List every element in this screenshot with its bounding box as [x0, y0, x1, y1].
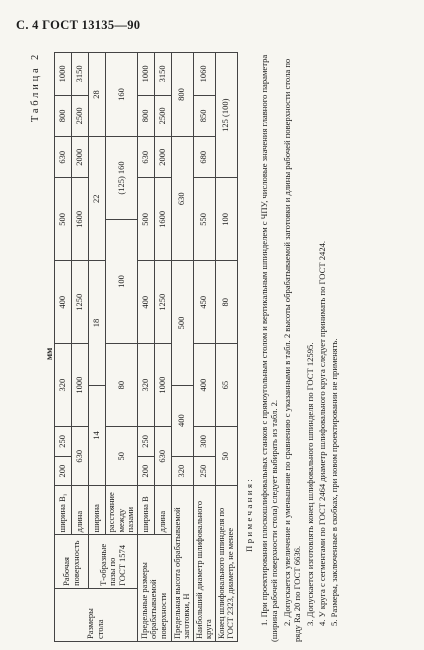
table-cell: 450 — [193, 261, 215, 344]
table-cell: 250 — [55, 427, 72, 457]
table-cell: 630 — [154, 427, 171, 486]
table-cell: 2000 — [154, 137, 171, 178]
row-label-working-surface: Рабочая поверхность — [55, 535, 89, 589]
table-cell: 1250 — [72, 261, 89, 344]
row-label-max-height: Предельная высота обрабатываемой заготовки, H — [171, 486, 193, 642]
row-label-t-slots: Т-образные пазы по ГОСТ 1574 — [89, 535, 138, 589]
table-cell: 250 — [137, 427, 154, 457]
table-cell: 50 — [215, 427, 237, 486]
table-row-slot-width — [89, 53, 106, 642]
table-cell: 800 — [171, 53, 193, 137]
table-cell: 680 — [193, 137, 215, 178]
table-cell: 200 — [137, 456, 154, 486]
table-cell: 400 — [55, 261, 72, 344]
row-label-length: длина — [72, 486, 89, 535]
row-label-table-size: Размеры стола — [55, 588, 138, 641]
table-cell: 400 — [171, 385, 193, 456]
parameters-table — [54, 52, 238, 642]
table-cell: 14 — [89, 385, 106, 486]
table-cell: 250 — [193, 456, 215, 486]
table-cell: 3150 — [154, 53, 171, 96]
table-cell: 300 — [193, 427, 215, 457]
note-item: 5. Размеры, заключенные в скобках, при новом проектировании не применять. — [329, 338, 340, 626]
row-label-slot-distance: расстояние между пазами — [106, 486, 138, 535]
table-cell: 800 — [137, 95, 154, 136]
row-label-max-diameter: Наибольший диаметр шлифовального круга — [193, 486, 215, 642]
table-cell: 100 — [106, 219, 138, 343]
row-label-slot-width: ширина — [89, 486, 106, 535]
table-cell: 1600 — [72, 178, 89, 261]
table-cell: 80 — [215, 261, 237, 344]
table-cell: 28 — [89, 53, 106, 137]
table-cell: 1000 — [137, 53, 154, 96]
row-label-length2: длина — [154, 486, 171, 535]
note-item: 4. У круга с сегментами по ГОСТ 2464 диаметр шлифовального круга следует принимать по ГОСТ 2424. — [316, 240, 327, 626]
table-cell: 630 — [55, 137, 72, 178]
table-cell: 320 — [171, 456, 193, 486]
table-cell: 100 — [215, 178, 237, 261]
table-cell: 2500 — [154, 95, 171, 136]
table-cell: 18 — [89, 261, 106, 385]
table-cell: 80 — [106, 344, 138, 427]
table-cell: 200 — [55, 456, 72, 486]
table-cell: 800 — [55, 95, 72, 136]
table-row-spindle — [215, 53, 237, 642]
table-cell: 630 — [137, 137, 154, 178]
table-cell: 400 — [193, 344, 215, 427]
table-cell: 22 — [89, 137, 106, 261]
table-cell: 50 — [106, 427, 138, 486]
row-label-spindle-end: Конец шлифовального шпинделя по ГОСТ 2323, диаметр, не менее — [215, 486, 237, 642]
rotated-page-content — [30, 52, 402, 642]
row-label-width-b: ширина B — [137, 486, 154, 535]
table-cell: 400 — [137, 261, 154, 344]
page-header: С. 4 ГОСТ 13135—90 — [16, 18, 141, 32]
table-cell: 550 — [193, 178, 215, 261]
table-row-b1 — [55, 53, 72, 642]
notes-title: Примечания: — [244, 476, 254, 552]
table-row-height — [171, 53, 193, 642]
table-cell: 125 (100) — [215, 53, 237, 178]
table-cell: 1600 — [154, 178, 171, 261]
table-cell: 3150 — [72, 53, 89, 96]
notes-section — [244, 52, 341, 642]
table-cell: 500 — [171, 261, 193, 385]
table-cell: 1000 — [55, 53, 72, 96]
note-item: 2. Допускается увеличение и уменьшение по сравнению с указанными в табл. 2 высоты обрабатываемой заготовки и длины рабочей поверхности стола по ряду Ra 20 по ГОСТ 6636. — [281, 58, 303, 642]
table-cell: (125) 160 — [106, 137, 138, 220]
unit-label: мм — [44, 347, 54, 360]
table-cell: 850 — [193, 95, 215, 136]
table-cell: 2500 — [72, 95, 89, 136]
table-cell: 1060 — [193, 53, 215, 96]
note-item: 1. При проектировании плоскошлифовальных станков с прямоугольным столом и вертикальным шпинделем с ЧПУ, числовые значения главного параметра (ширина рабочей поверхности стола) следует выбирать из табл. 2. — [258, 54, 280, 642]
table-row-b — [137, 53, 154, 642]
row-label-width-b1: ширина B₁ — [55, 486, 72, 535]
table-cell: 65 — [215, 344, 237, 427]
table-row-diameter — [193, 53, 215, 642]
row-label-limit-sizes: Предельные размеры обрабатываемой поверхности — [137, 535, 171, 642]
table-caption: Таблица 2 — [30, 52, 41, 123]
table-cell: 630 — [72, 427, 89, 486]
table-cell: 160 — [106, 53, 138, 137]
table-cell: 500 — [137, 178, 154, 261]
table-cell: 320 — [137, 344, 154, 427]
table-cell: 630 — [171, 137, 193, 261]
note-item: 3. Допускается изготовлять конец шлифовального шпинделя по ГОСТ 12595. — [304, 342, 315, 626]
table-cell: 2000 — [72, 137, 89, 178]
table-cell: 500 — [55, 178, 72, 261]
table-cell: 1000 — [72, 344, 89, 427]
table-cell: 1250 — [154, 261, 171, 344]
table-cell: 1000 — [154, 344, 171, 427]
table-cell: 320 — [55, 344, 72, 427]
